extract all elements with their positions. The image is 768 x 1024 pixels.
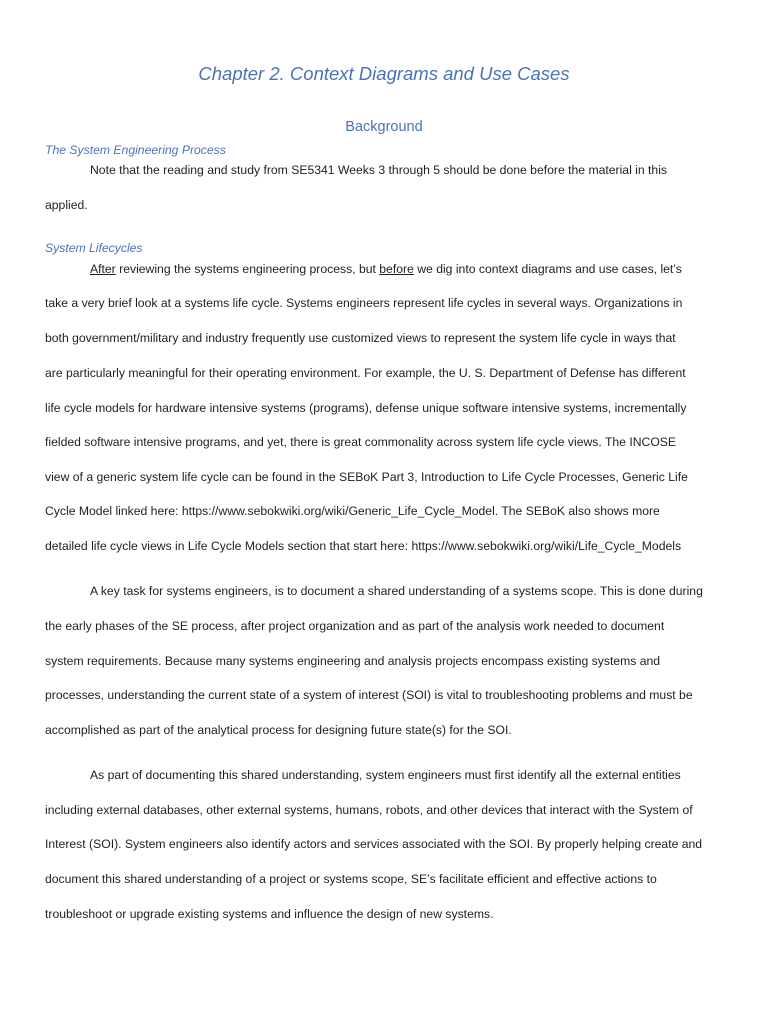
subheading-system-lifecycles: System Lifecycles xyxy=(45,241,143,255)
paragraph-line: As part of documenting this shared understanding, system engineers must first identify all the external entities xyxy=(90,768,681,782)
paragraph-line: including external databases, other external systems, humans, robots, and other devices that interact with the System of xyxy=(45,803,693,817)
paragraph-line: take a very brief look at a systems life cycle. Systems engineers represent life cycles in several ways. Organizations in xyxy=(45,296,683,310)
paragraph-line: troubleshoot or upgrade existing systems and influence the design of new systems. xyxy=(45,907,494,921)
chapter-title: Chapter 2. Context Diagrams and Use Cases xyxy=(198,63,570,84)
paragraph-line: fielded software intensive programs, and yet, there is great commonality across system life cycle views. The INCOSE xyxy=(45,435,677,449)
paragraph-line: view of a generic system life cycle can be found in the SEBoK Part 3, Introduction to Life Cycle Processes, Generic Life xyxy=(45,470,688,484)
text-run: reviewing the systems engineering process, but xyxy=(115,262,380,276)
paragraph-line: applied. xyxy=(45,198,88,212)
paragraph-line: life cycle models for hardware intensive systems (programs), defense unique software intensive systems, incrementally xyxy=(45,401,687,415)
paragraph-line: A key task for systems engineers, is to document a shared understanding of a systems scope. This is done during xyxy=(90,584,703,598)
paragraph-line: Cycle Model linked here: https://www.sebokwiki.org/wiki/Generic_Life_Cycle_Model. The SEBoK also shows more xyxy=(45,504,660,518)
underlined-word-before: before xyxy=(379,262,414,276)
paragraph-line: are particularly meaningful for their operating environment. For example, the U. S. Department of Defense has different xyxy=(45,366,686,380)
paragraph-line: processes, understanding the current state of a system of interest (SOI) is vital to troubleshooting problems and must be xyxy=(45,688,693,702)
underlined-word-after: After xyxy=(90,262,116,276)
paragraph-first-line xyxy=(90,261,682,277)
paragraph-line: accomplished as part of the analytical process for designing future state(s) for the SOI. xyxy=(45,723,512,737)
paragraph-line: detailed life cycle views in Life Cycle Models section that start here: https://www.sebokwiki.org/wiki/Life_Cycle_Models xyxy=(45,539,682,553)
paragraph-line: document this shared understanding of a project or systems scope, SE’s facilitate efficient and effective actions to xyxy=(45,872,657,886)
paragraph-line: both government/military and industry frequently use customized views to represent the system life cycle in ways that xyxy=(45,331,676,345)
paragraph-line: Interest (SOI). System engineers also identify actors and services associated with the SOI. By properly helping create and xyxy=(45,837,703,851)
paragraph-line: Note that the reading and study from SE5341 Weeks 3 through 5 should be done before the material in this xyxy=(90,163,668,177)
text-run: we dig into context diagrams and use cases, let’s xyxy=(413,262,682,276)
paragraph-line: the early phases of the SE process, after project organization and as part of the analysis work needed to document xyxy=(45,619,665,633)
section-heading-background: Background xyxy=(345,119,423,135)
subheading-system-engineering-process: The System Engineering Process xyxy=(45,143,226,157)
paragraph-line: system requirements. Because many systems engineering and analysis projects encompass existing systems and xyxy=(45,654,661,668)
